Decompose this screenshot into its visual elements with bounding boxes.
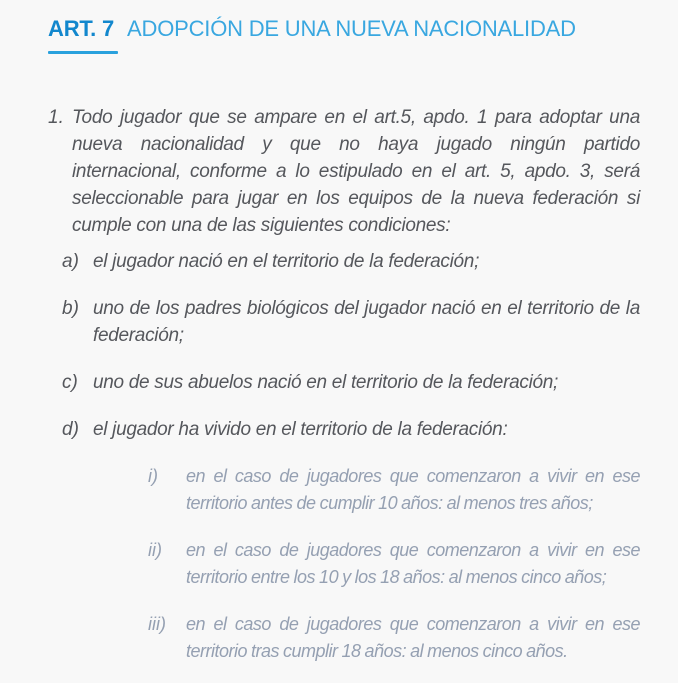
article-title: ADOPCIÓN DE UNA NUEVA NACIONALIDAD [127,16,576,41]
sub-condition-item-ii [148,537,640,591]
article-number-label: ART. 7 [48,16,115,41]
clause-1 [48,104,640,239]
sub-condition-text-ii: en el caso de jugadores que comenzaron a vivir en ese territorio entre los 10 y los 18 años: al menos cinco años; [186,540,640,587]
condition-text-b: uno de los padres biológicos del jugador nació en el territorio de la federación; [93,298,640,346]
condition-marker-c: c) [62,372,78,393]
condition-item-b [62,295,640,349]
condition-item-a [62,248,640,275]
condition-item-c [62,369,640,396]
article-header [0,0,678,54]
sub-condition-marker-ii: ii) [148,540,162,560]
sub-condition-item-iii [148,611,640,665]
sub-condition-marker-i: i) [148,466,158,486]
sub-condition-text-iii: en el caso de jugadores que comenzaron a vivir en ese territorio tras cumplir 18 años: al menos cinco años. [186,614,640,661]
condition-marker-b: b) [62,298,79,319]
sub-condition-item-i [148,463,640,517]
condition-marker-a: a) [62,251,79,272]
condition-item-d [62,416,640,443]
clause-intro-text: Todo jugador que se ampare en el art.5, apdo. 1 para adoptar una nueva nacionalidad y que no haya jugado ningún partido internacional, conforme a lo estipulado en el art. 5, apdo. 3, será seleccionable para jugar en los equipos de la nueva federación si cumple con una de las siguientes condiciones: [72,107,640,236]
condition-text-c: uno de sus abuelos nació en el territorio de la federación; [93,372,559,393]
condition-text-d: el jugador ha vivido en el territorio de la federación: [93,419,508,440]
condition-text-a: el jugador nació en el territorio de la federación; [93,251,480,272]
sub-condition-marker-iii: iii) [148,614,166,634]
clause-number: 1. [48,107,64,128]
article-body [0,104,678,665]
header-underline [48,51,118,54]
sub-condition-text-i: en el caso de jugadores que comenzaron a vivir en ese territorio antes de cumplir 10 años: al menos tres años; [186,466,640,513]
condition-marker-d: d) [62,419,79,440]
article-title-row [48,16,640,42]
